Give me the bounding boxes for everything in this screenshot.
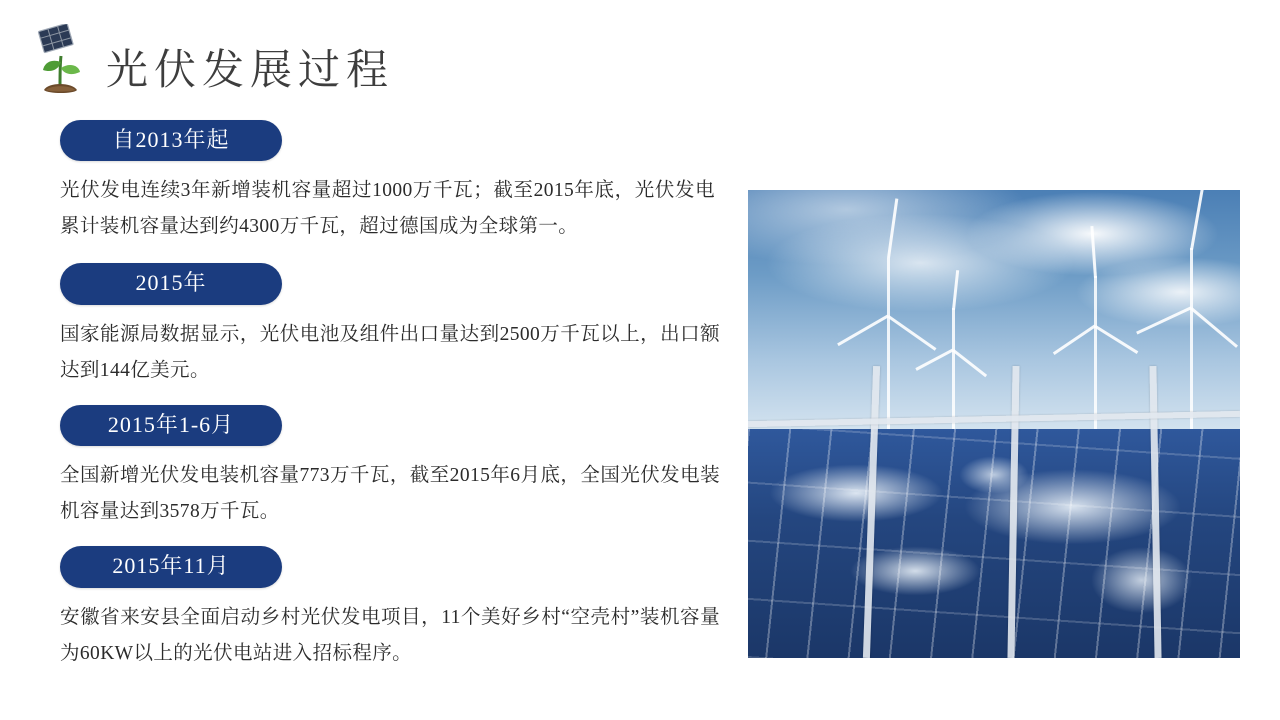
content-block-2 [60, 263, 720, 388]
period-badge-1: 自2013年起 [60, 120, 282, 161]
photo-solar-panel [748, 429, 1240, 658]
solar-sprout-icon [30, 24, 92, 96]
content-column [60, 120, 720, 680]
wind-turbine-icon [1156, 208, 1226, 433]
paragraph-1: 光伏发电连续3年新增装机容量超过1000万千瓦；截至2015年底，光伏发电累计装机容量达到约4300万千瓦，超过德国成为全球第一。 [60, 180, 715, 238]
wind-turbine-icon [853, 220, 923, 430]
solar-panel-photo [748, 190, 1240, 658]
wind-turbine-icon [926, 278, 982, 438]
content-block-1 [60, 120, 720, 245]
slide-header [30, 24, 394, 96]
content-block-4 [60, 546, 720, 671]
paragraph-3: 全国新增光伏发电装机容量773万千瓦，截至2015年6月底，全国光伏发电装机容量达到3578万千瓦。 [60, 465, 720, 523]
paragraph-4: 安徽省来安县全面启动乡村光伏发电项目，11个美好乡村“空壳村”装机容量为60KW以上的光伏电站进入招标程序。 [60, 606, 720, 664]
page-title: 光伏发展过程 [106, 48, 395, 94]
wind-turbine-icon [1066, 240, 1126, 435]
period-badge-2: 2015年 [60, 263, 282, 304]
content-block-3 [60, 405, 720, 530]
period-badge-3: 2015年1-6月 [60, 405, 282, 446]
paragraph-2: 国家能源局数据显示，光伏电池及组件出口量达到2500万千瓦以上，出口额达到144亿美元。 [60, 323, 720, 381]
period-badge-4: 2015年11月 [60, 546, 282, 587]
